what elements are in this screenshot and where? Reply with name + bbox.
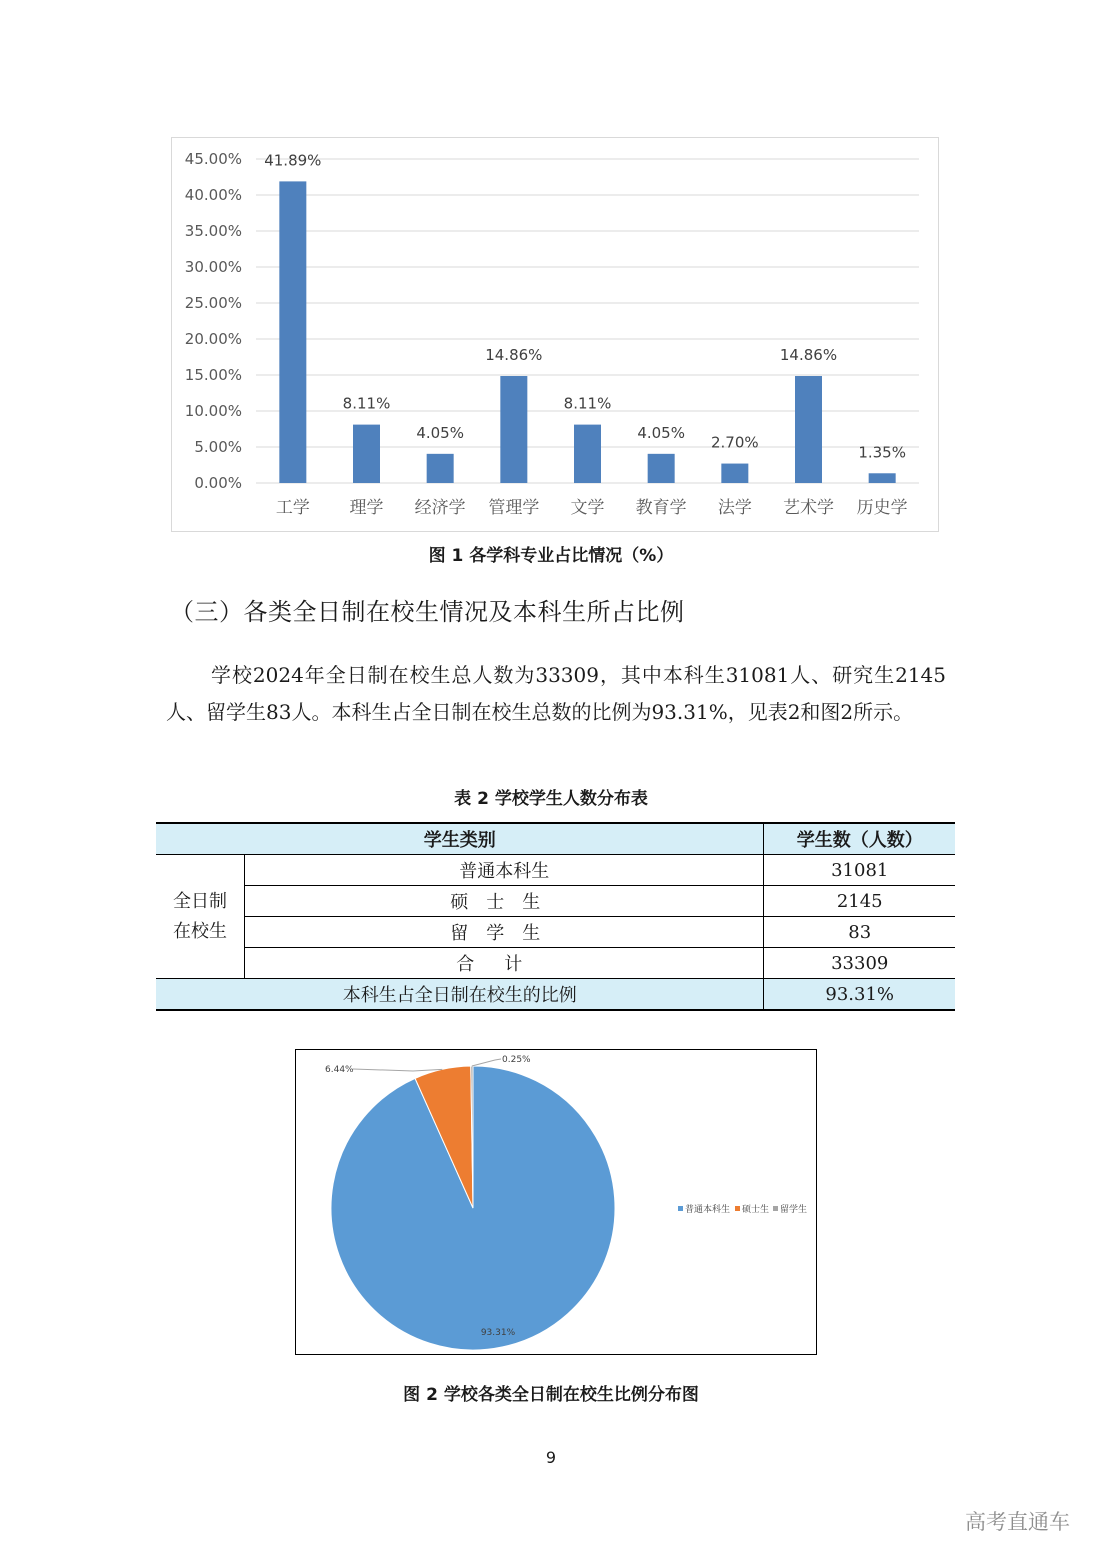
pie-data-label: 93.31%: [480, 1328, 516, 1338]
category-label: 管理学: [488, 498, 540, 518]
bar: [353, 425, 380, 483]
y-tick-label: 0.00%: [194, 474, 242, 492]
ratio-label: 本科生占全日制在校生的比例: [156, 979, 764, 1011]
bar-chart-categories: [276, 498, 908, 518]
pie-data-label: 6.44%: [325, 1065, 354, 1075]
bar: [795, 376, 822, 483]
bar-data-label: 4.05%: [416, 423, 464, 442]
leader-line: [353, 1069, 442, 1071]
bar: [427, 454, 454, 483]
bar: [574, 425, 601, 483]
pie-data-label: 0.25%: [502, 1055, 531, 1065]
y-tick-label: 25.00%: [184, 294, 242, 312]
table-header-row: [156, 823, 955, 855]
student-table: [156, 822, 955, 1011]
bar-chart: [171, 137, 939, 532]
legend-label: 硕士生: [742, 1205, 770, 1215]
group-label: 全日制在校生: [172, 890, 227, 942]
header-category: 学生类别: [156, 823, 764, 855]
bar-data-label: 4.05%: [637, 423, 685, 442]
y-tick-label: 40.00%: [184, 186, 242, 204]
row-label: 硕士生: [245, 886, 764, 917]
y-tick-label: 5.00%: [194, 438, 242, 456]
bar-data-label: 8.11%: [563, 394, 612, 413]
row-value: 33309: [764, 948, 955, 979]
ratio-value: 93.31%: [764, 979, 955, 1011]
category-label: 理学: [349, 498, 384, 518]
y-tick-label: 15.00%: [184, 366, 242, 384]
bar-chart-bars: [279, 181, 895, 483]
category-label: 艺术学: [783, 498, 834, 518]
bar: [279, 181, 306, 483]
pie-chart-slices: [331, 1066, 615, 1350]
group-label-cell: [156, 855, 245, 979]
category-label: 法学: [717, 498, 752, 518]
legend-swatch: [678, 1206, 683, 1211]
legend-swatch: [735, 1206, 740, 1211]
category-label: 经济学: [414, 498, 466, 518]
row-label: 合计: [245, 948, 764, 979]
y-tick-label: 45.00%: [184, 150, 242, 168]
y-tick-label: 20.00%: [184, 330, 242, 348]
table-row: [156, 948, 955, 979]
bar: [500, 376, 527, 483]
row-label: 留学生: [245, 917, 764, 948]
bar-data-label: 1.35%: [858, 443, 906, 462]
row-value: 2145: [764, 886, 955, 917]
legend-label: 留学生: [780, 1205, 808, 1215]
pie-chart-legend: [678, 1203, 807, 1215]
bar: [721, 464, 748, 483]
category-label: 工学: [275, 498, 310, 518]
body-paragraph: [166, 657, 946, 731]
category-label: 文学: [570, 498, 605, 518]
table-row: [156, 917, 955, 948]
legend-swatch: [773, 1206, 778, 1211]
category-label: 教育学: [635, 498, 687, 518]
watermark: 高考直通车: [965, 1510, 1070, 1534]
page-number: 9: [545, 1448, 557, 1467]
row-value: 83: [764, 917, 955, 948]
pie-chart: [295, 1049, 817, 1355]
bar-chart-y-ticks: [185, 150, 242, 492]
legend-label: 普通本科生: [685, 1205, 731, 1215]
bar: [648, 454, 675, 483]
row-label: 普通本科生: [245, 855, 764, 886]
y-tick-label: 35.00%: [184, 222, 242, 240]
row-value: 31081: [764, 855, 955, 886]
table-row: [156, 855, 955, 886]
bar-data-label: 2.70%: [711, 433, 759, 452]
section-heading: （三）各类全日制在校生情况及本科生所占比例: [170, 598, 685, 626]
bar-data-label: 41.89%: [264, 151, 322, 170]
bar-data-label: 14.86%: [485, 346, 543, 365]
y-tick-label: 30.00%: [184, 258, 242, 276]
figure2-caption: 图 2 学校各类全日制在校生比例分布图: [403, 1385, 699, 1405]
bar-data-label: 14.86%: [779, 346, 838, 365]
paragraph-text: 学校2024年全日制在校生总人数为33309，其中本科生31081人、研究生2145人、留学生83人。本科生占全日制在校生总数的比例为93.31%，见表2和图2所示。: [166, 663, 946, 724]
header-count: 学生数（人数）: [764, 823, 955, 855]
table-row: [156, 886, 955, 917]
category-label: 历史学: [856, 498, 908, 518]
bar: [869, 473, 896, 483]
ratio-row: [156, 979, 955, 1011]
leader-line: [472, 1059, 501, 1066]
figure1-caption: 图 1 各学科专业占比情况（%）: [428, 546, 674, 566]
y-tick-label: 10.00%: [184, 402, 242, 420]
bar-data-label: 8.11%: [342, 394, 391, 413]
table-caption: 表 2 学校学生人数分布表: [454, 789, 648, 809]
